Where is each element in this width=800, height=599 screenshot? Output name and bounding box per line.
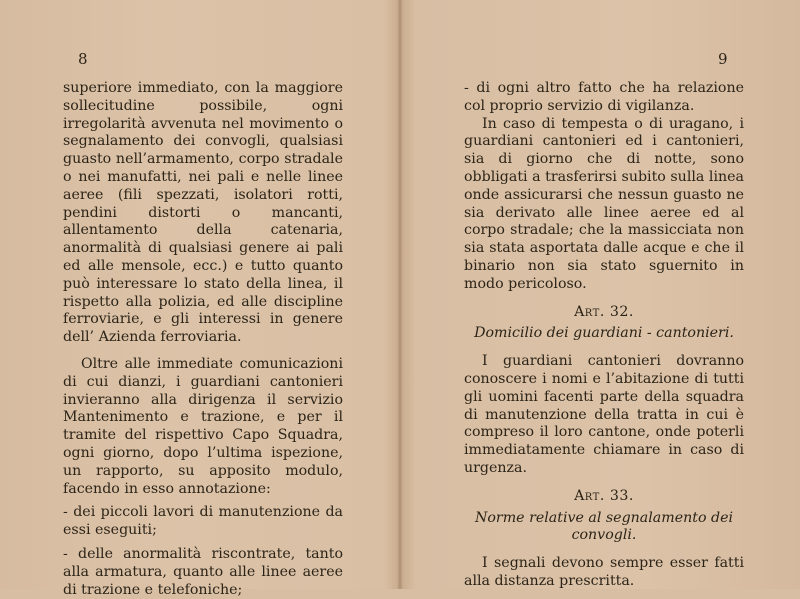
list-item-piccoli-lavori: - dei piccoli lavori di manutenzione da essi eseguiti; (63, 504, 343, 539)
page-number-right: 9 (718, 50, 728, 68)
article-32-paragraph: I guardiani cantonieri dovranno conoscere i nomi e l’abitazione di tutti gli uomini facenti parte della squadra di manutenzione della tratta in cui è compreso il loro cantone, onde poterli immediatamente chiamare in caso di urgenza. (464, 353, 744, 476)
article-33-heading: Art. 33. (574, 487, 634, 504)
left-page-text (63, 80, 343, 599)
paragraph-tempesta: In caso di tempesta o di uragano, i guardiani cantonieri ed i cantonieri, sia di giorno che di notte, sono obbligati a trasferirsi subito sulla linea onde assicurarsi che nessun guasto ne sia derivato alle linee aeree ed al corpo stradale; che la massicciata non sia stata asportata dalle acque e che il binario non sia stato sguernito in modo pericoloso. (464, 115, 744, 292)
left-page (0, 0, 400, 598)
list-item-anormalita: - delle anormalità riscontrate, tanto alla armatura, quanto alle linee aeree di trazione e telefoniche; (63, 545, 343, 598)
paragraph-continued: superiore immediato, con la maggiore sollecitudine possibile, ogni irregolarità avvenuta nel movimento o segnalamento dei convogli, qualsiasi guasto nell’armamento, corpo stradale o nei manufatti, nei pali e nelle linee aeree (fili spezzati, isolatori rotti, pendini distorti o mancanti, allentamento della catenaria, anormalità di qualsiasi genere ai pali ed alle mensole, ecc.) e tutto quanto può interessare lo stato della linea, il rispetto alla polizia, ed alle discipline ferroviarie, e gli interessi in genere dell’ Azienda ferroviaria. (63, 80, 343, 346)
article-32-heading: Art. 32. (574, 303, 634, 320)
article-32-title: Domicilio dei guardiani - cantonieri. (474, 325, 734, 342)
paragraph-comunicazioni: Oltre alle immediate comunicazioni di cui dianzi, i guardiani cantonieri invieranno alla dirigenza il servizio Mantenimento e trazione, e per il tramite del rispettivo Capo Squadra, ogni giorno, dopo l’ultima ispezione, un rapporto, su apposito modulo, facendo in esso annotazione: (63, 355, 343, 497)
list-item-altro-fatto: - di ogni altro fatto che ha relazione col proprio servizio di vigilanza. (464, 80, 744, 114)
page-number-left: 8 (78, 50, 88, 68)
right-page-text (464, 80, 744, 591)
article-33-title: Norme relative al segnalamento dei convogli. (474, 509, 734, 544)
article-33-paragraph: I segnali devono sempre esser fatti alla distanza prescritta. (464, 555, 744, 589)
right-page (400, 0, 800, 589)
